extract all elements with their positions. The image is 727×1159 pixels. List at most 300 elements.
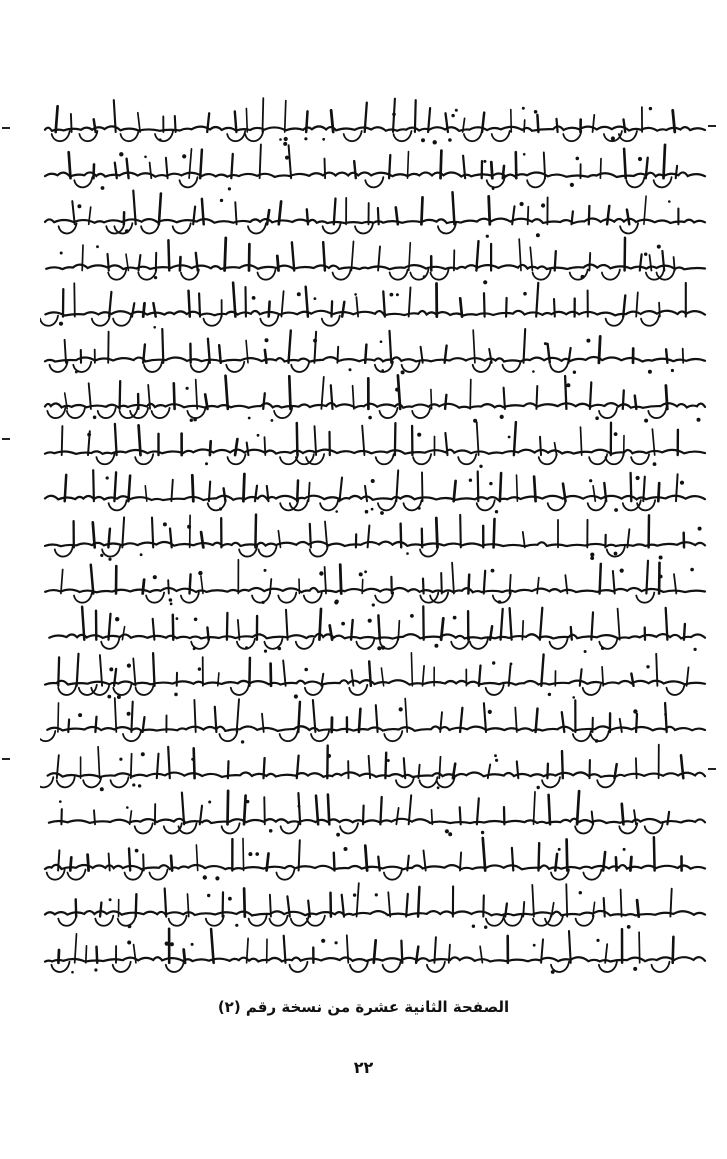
- ink-stroke: [398, 621, 399, 640]
- ink-stroke: [174, 383, 175, 409]
- ink-stroke: [580, 669, 582, 686]
- ink-dot: [381, 646, 385, 650]
- ink-dot: [570, 183, 574, 187]
- ink-stroke: [306, 111, 307, 132]
- ink-stroke: [263, 98, 264, 132]
- ink-stroke: [228, 791, 229, 824]
- ink-stroke: [620, 719, 622, 732]
- ink-dot: [406, 552, 409, 555]
- ink-dot: [335, 600, 339, 604]
- ink-dot: [101, 186, 105, 190]
- ink-stroke: [438, 223, 456, 233]
- ink-stroke: [109, 854, 110, 871]
- ink-stroke: [539, 843, 540, 870]
- ink-stroke: [71, 114, 72, 132]
- ink-stroke: [139, 255, 141, 270]
- ink-dot: [488, 710, 492, 714]
- ink-stroke: [281, 823, 299, 833]
- ink-stroke: [606, 316, 624, 326]
- ink-stroke: [56, 106, 58, 132]
- ink-dot: [448, 138, 452, 142]
- ink-stroke: [369, 662, 371, 686]
- ink-stroke: [131, 754, 132, 778]
- ink-dot: [94, 968, 97, 971]
- ink-stroke: [376, 454, 394, 464]
- ink-stroke: [68, 720, 69, 733]
- ink-stroke: [58, 657, 59, 685]
- ink-dot: [336, 833, 340, 837]
- ink-dot: [271, 419, 274, 422]
- ink-stroke: [118, 916, 136, 926]
- manuscript-line: [49, 791, 705, 837]
- ink-dot: [125, 229, 129, 233]
- ink-stroke: [173, 223, 191, 233]
- ink-stroke: [138, 270, 156, 280]
- ink-dot: [584, 650, 587, 653]
- ink-stroke: [196, 380, 198, 409]
- ink-stroke: [512, 848, 513, 871]
- ink-dot: [126, 806, 129, 809]
- ink-stroke: [427, 962, 445, 972]
- ink-stroke: [196, 845, 197, 871]
- ink-stroke: [597, 777, 615, 787]
- ink-stroke: [604, 898, 605, 917]
- ink-stroke: [436, 518, 437, 547]
- ink-stroke: [630, 857, 631, 871]
- ink-stroke: [396, 808, 398, 824]
- ink-stroke: [384, 870, 402, 880]
- ink-stroke: [100, 903, 101, 917]
- ink-stroke: [132, 303, 134, 316]
- ink-dot: [109, 667, 113, 671]
- ink-dot: [644, 253, 647, 256]
- ink-stroke: [180, 257, 181, 271]
- ink-stroke: [121, 131, 139, 141]
- ink-stroke: [143, 303, 144, 316]
- ink-dot: [71, 971, 74, 974]
- ink-dot: [75, 371, 78, 374]
- ink-stroke: [218, 673, 219, 686]
- ink-stroke: [58, 703, 59, 732]
- ink-dot: [87, 433, 91, 437]
- ink-stroke: [411, 653, 412, 686]
- ink-dot: [620, 569, 624, 573]
- ink-stroke: [50, 362, 68, 372]
- ink-stroke: [249, 658, 250, 686]
- ink-dot: [228, 187, 231, 190]
- ink-dot: [522, 107, 525, 110]
- ink-stroke: [340, 823, 358, 833]
- ink-stroke: [621, 890, 622, 917]
- ink-stroke: [534, 792, 536, 825]
- ink-stroke: [380, 408, 398, 418]
- ink-stroke: [522, 621, 523, 640]
- ink-stroke: [589, 253, 590, 271]
- ink-dot: [93, 416, 97, 420]
- ink-stroke: [47, 870, 65, 880]
- ink-stroke: [378, 500, 396, 510]
- ink-dot: [638, 157, 642, 161]
- ink-dot: [77, 204, 81, 208]
- ink-dot: [590, 556, 594, 560]
- ink-stroke: [449, 945, 450, 963]
- ink-stroke: [658, 483, 659, 501]
- ink-stroke: [260, 145, 261, 179]
- ink-stroke: [402, 362, 420, 372]
- ink-stroke: [152, 408, 170, 418]
- ink-dot: [479, 465, 482, 468]
- ink-stroke: [108, 270, 126, 280]
- ink-stroke: [95, 916, 113, 926]
- ink-stroke: [280, 731, 298, 741]
- ink-dot: [375, 893, 378, 896]
- ink-stroke: [540, 437, 541, 455]
- ink-stroke: [676, 166, 677, 178]
- ink-stroke: [666, 386, 667, 409]
- ink-dot: [489, 482, 492, 485]
- ink-dot: [572, 696, 575, 699]
- ink-dot: [191, 943, 194, 946]
- ink-stroke: [191, 362, 209, 372]
- ink-dot: [365, 510, 369, 514]
- manuscript-line: [46, 238, 705, 285]
- ink-dot: [319, 571, 323, 575]
- ink-dot: [304, 137, 307, 140]
- ink-stroke: [624, 149, 626, 178]
- ink-stroke: [94, 164, 95, 178]
- ink-stroke: [93, 470, 94, 501]
- ink-stroke: [45, 450, 705, 454]
- ink-stroke: [460, 807, 461, 824]
- ink-dot: [109, 898, 112, 901]
- ink-stroke: [219, 731, 237, 741]
- ink-stroke: [599, 336, 600, 362]
- ink-stroke: [289, 376, 290, 409]
- ink-stroke: [171, 856, 172, 871]
- ink-stroke: [591, 731, 609, 741]
- ink-stroke: [354, 161, 356, 178]
- ink-stroke: [67, 408, 85, 418]
- ink-stroke: [48, 772, 705, 777]
- ink-stroke: [576, 916, 594, 926]
- ink-stroke: [82, 245, 83, 270]
- ink-stroke: [325, 567, 326, 594]
- ink-dot: [601, 647, 604, 650]
- ink-stroke: [486, 685, 504, 695]
- ink-stroke: [557, 119, 558, 132]
- ink-stroke: [555, 251, 556, 270]
- ink-dot: [235, 924, 238, 927]
- ink-stroke: [365, 345, 366, 363]
- ink-stroke: [265, 437, 266, 455]
- ink-stroke: [135, 823, 153, 833]
- ink-stroke: [670, 889, 671, 917]
- ink-dot: [387, 759, 390, 762]
- ink-stroke: [310, 524, 311, 548]
- ink-stroke: [76, 899, 77, 916]
- ink-stroke: [389, 155, 390, 178]
- ink-stroke: [46, 265, 705, 270]
- ink-stroke: [263, 393, 265, 409]
- ink-stroke: [58, 850, 59, 870]
- ink-stroke: [307, 209, 308, 224]
- ink-dot: [697, 418, 701, 422]
- ink-dot: [590, 553, 594, 557]
- ink-stroke: [524, 329, 526, 363]
- ink-stroke: [91, 565, 94, 594]
- ink-stroke: [165, 889, 167, 917]
- ink-dot: [371, 479, 375, 483]
- ink-stroke: [664, 145, 666, 178]
- ink-stroke: [517, 761, 519, 778]
- ink-stroke: [542, 777, 560, 787]
- ink-stroke: [231, 685, 249, 695]
- ink-dot: [262, 601, 265, 604]
- ink-stroke: [548, 500, 566, 510]
- ink-dot: [576, 157, 580, 161]
- ink-stroke: [410, 270, 428, 280]
- ink-dot: [117, 695, 121, 699]
- ink-stroke: [243, 474, 244, 501]
- ink-dot: [533, 944, 536, 947]
- ink-dot: [169, 598, 173, 602]
- ink-stroke: [94, 119, 96, 132]
- ink-stroke: [510, 608, 512, 640]
- ink-dot: [248, 852, 252, 856]
- ink-stroke: [73, 362, 91, 372]
- ink-dot: [153, 575, 157, 579]
- ink-stroke: [331, 385, 333, 409]
- ink-stroke: [441, 573, 442, 594]
- margin-tick-mark: [2, 438, 10, 440]
- ink-stroke: [297, 423, 298, 455]
- ink-stroke: [567, 840, 568, 871]
- ink-dot: [377, 646, 381, 650]
- ink-stroke: [452, 563, 454, 594]
- ink-dot: [636, 476, 640, 480]
- ink-stroke: [527, 177, 545, 187]
- ink-stroke: [431, 389, 432, 409]
- ink-stroke: [47, 408, 65, 418]
- ink-stroke: [569, 931, 571, 963]
- ink-stroke: [226, 376, 228, 409]
- ink-stroke: [451, 639, 469, 649]
- ink-dot: [657, 245, 661, 249]
- ink-stroke: [550, 639, 568, 649]
- ink-stroke: [489, 349, 492, 363]
- ink-dot: [566, 383, 570, 387]
- ink-stroke: [421, 197, 422, 224]
- ink-stroke: [623, 390, 624, 409]
- ink-stroke: [365, 177, 383, 187]
- ink-stroke: [445, 395, 446, 409]
- ink-dot: [448, 832, 452, 836]
- manuscript-line: [45, 929, 705, 974]
- ink-stroke: [199, 294, 200, 317]
- ink-stroke: [342, 302, 344, 317]
- manuscript-line: [45, 375, 705, 422]
- ink-stroke: [524, 120, 525, 132]
- ink-stroke: [516, 152, 517, 178]
- ink-dot: [671, 369, 674, 372]
- ink-stroke: [246, 108, 247, 132]
- ink-stroke: [270, 579, 271, 594]
- ink-dot: [174, 693, 178, 697]
- ink-stroke: [168, 240, 169, 270]
- ink-stroke: [237, 699, 239, 732]
- ink-stroke: [319, 609, 321, 640]
- ink-stroke: [532, 885, 534, 917]
- ink-stroke: [602, 270, 620, 280]
- ink-stroke: [641, 316, 659, 326]
- ink-dot: [498, 600, 502, 604]
- ink-dot: [646, 665, 649, 668]
- ink-dot: [364, 570, 367, 573]
- ink-stroke: [407, 856, 409, 871]
- ink-stroke: [45, 911, 705, 915]
- manuscript-line: [45, 145, 705, 191]
- ink-stroke: [673, 937, 674, 963]
- manuscript-line: [45, 515, 705, 561]
- ink-dot: [492, 661, 495, 664]
- ink-stroke: [196, 253, 198, 271]
- ink-dot: [451, 114, 454, 117]
- ink-stroke: [194, 700, 195, 732]
- ink-stroke: [162, 329, 163, 363]
- ink-dot: [614, 432, 618, 436]
- ink-stroke: [351, 670, 353, 686]
- page-number: ٢٢: [353, 1058, 374, 1077]
- ink-stroke: [439, 757, 440, 778]
- manuscript-line: [45, 329, 705, 374]
- handwritten-manuscript-image: [40, 95, 710, 995]
- ink-dot: [219, 507, 222, 510]
- ink-stroke: [676, 474, 678, 501]
- ink-stroke: [225, 238, 226, 271]
- ink-stroke: [248, 223, 266, 233]
- ink-stroke: [94, 810, 95, 824]
- ink-stroke: [350, 962, 368, 972]
- ink-stroke: [493, 593, 511, 603]
- ink-dot: [508, 436, 511, 439]
- ink-stroke: [504, 388, 505, 409]
- ink-dot: [322, 138, 325, 141]
- ink-stroke: [309, 483, 310, 502]
- ink-stroke: [316, 796, 318, 825]
- ink-dot: [186, 387, 189, 390]
- ink-dot: [283, 142, 287, 146]
- ink-stroke: [666, 349, 667, 363]
- ink-dot: [294, 694, 298, 698]
- ink-stroke: [133, 658, 135, 685]
- ink-stroke: [383, 291, 385, 316]
- ink-stroke: [648, 408, 666, 418]
- ink-stroke: [460, 515, 461, 548]
- ink-stroke: [131, 702, 132, 732]
- ink-stroke: [276, 870, 294, 880]
- ink-dot: [193, 418, 197, 422]
- ink-stroke: [330, 625, 332, 639]
- ink-stroke: [365, 846, 367, 871]
- ink-stroke: [683, 349, 684, 363]
- ink-stroke: [589, 454, 607, 464]
- ink-dot: [500, 415, 504, 419]
- ink-dot: [392, 113, 396, 117]
- ink-dot: [399, 707, 403, 711]
- ink-dot: [698, 527, 702, 531]
- ink-stroke: [344, 131, 362, 141]
- manuscript-line: [40, 745, 705, 792]
- ink-stroke: [267, 210, 269, 224]
- ink-dot: [138, 784, 141, 787]
- ink-stroke: [388, 892, 390, 916]
- ink-stroke: [89, 383, 91, 409]
- ink-dot: [194, 618, 198, 622]
- ink-stroke: [432, 810, 433, 825]
- ink-dot: [321, 939, 325, 943]
- ink-dot: [623, 848, 626, 851]
- ink-dot: [132, 783, 135, 786]
- ink-stroke: [108, 529, 110, 548]
- ink-stroke: [299, 840, 300, 870]
- ink-stroke: [523, 902, 524, 917]
- ink-stroke: [483, 838, 485, 871]
- ink-stroke: [540, 608, 542, 640]
- ink-stroke: [280, 500, 298, 510]
- ink-stroke: [141, 223, 159, 233]
- ink-stroke: [139, 425, 141, 455]
- ink-dot: [279, 138, 282, 141]
- ink-dot: [140, 553, 143, 556]
- ink-stroke: [506, 298, 507, 317]
- ink-dot: [205, 462, 208, 465]
- ink-stroke: [390, 331, 392, 363]
- ink-stroke: [136, 894, 137, 916]
- ink-dot: [119, 758, 122, 761]
- ink-dot: [246, 800, 249, 803]
- ink-stroke: [581, 427, 582, 455]
- ink-dot: [455, 109, 458, 112]
- ink-dot: [182, 154, 186, 158]
- ink-dot: [127, 941, 131, 945]
- ink-stroke: [58, 950, 59, 963]
- ink-stroke: [235, 439, 237, 455]
- ink-dot: [627, 925, 631, 929]
- ink-stroke: [486, 916, 504, 926]
- ink-dot: [611, 136, 615, 140]
- ink-stroke: [143, 854, 144, 870]
- ink-dot: [523, 153, 526, 156]
- ink-stroke: [292, 242, 294, 270]
- ink-stroke: [665, 703, 667, 732]
- ink-dot: [203, 875, 207, 879]
- ink-dot: [690, 568, 694, 572]
- ink-stroke: [562, 712, 565, 732]
- ink-stroke: [491, 162, 492, 178]
- ink-stroke: [208, 500, 226, 510]
- ink-stroke: [91, 685, 109, 695]
- ink-stroke: [45, 680, 705, 684]
- ink-dot: [372, 603, 375, 606]
- ink-stroke: [593, 902, 595, 916]
- ink-stroke: [365, 486, 367, 501]
- ink-stroke: [593, 486, 595, 501]
- ink-dot: [198, 571, 202, 575]
- ink-stroke: [244, 889, 245, 917]
- ink-stroke: [477, 798, 479, 824]
- ink-stroke: [501, 609, 503, 640]
- ink-dot: [573, 371, 576, 374]
